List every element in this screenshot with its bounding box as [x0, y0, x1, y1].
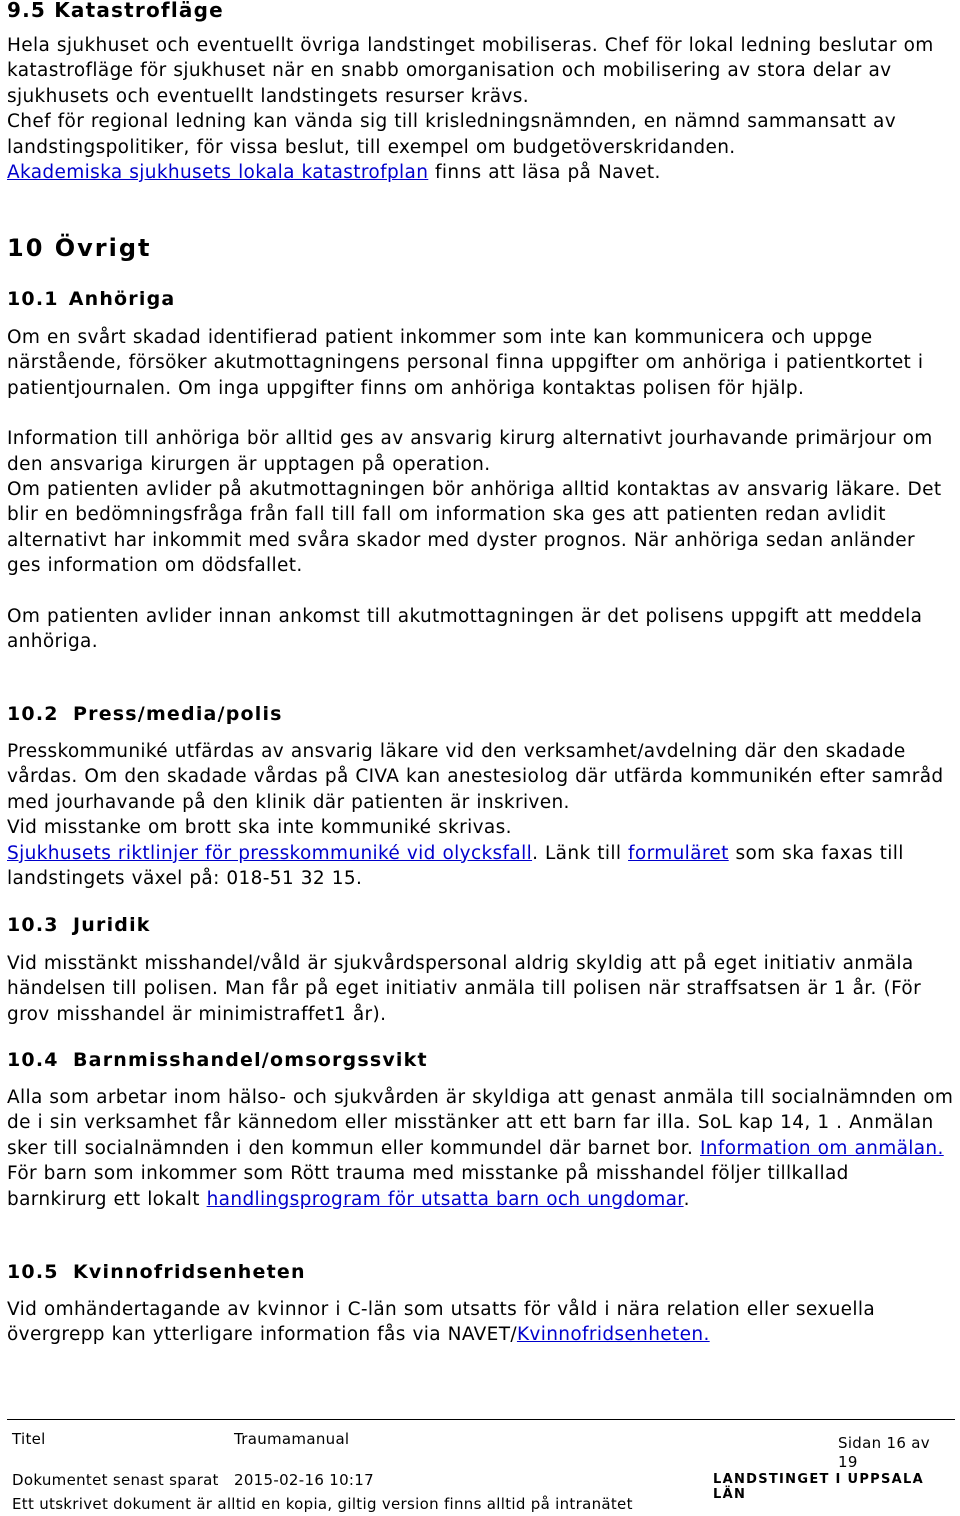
handlingsprogram-link[interactable]: handlingsprogram för utsatta barn och ungdomar [206, 1188, 684, 1210]
anmalan-info-link[interactable]: Information om anmälan. [700, 1137, 944, 1159]
section-10-2 [7, 703, 955, 725]
footer-notice: Ett utskrivet dokument är alltid en kopia, giltig version finns alltid på intranätet [12, 1495, 633, 1513]
section-heading [7, 288, 955, 310]
paragraph: Vid misstänkt misshandel/våld är sjukvårdspersonal aldrig skyldig att på eget initiativ anmäla händelsen till polisen. Man får på eget initiativ anmäla till polisen när straffsatsen är 1 år. (För grov misshandel är minimistraffet1 år). [7, 953, 922, 1025]
section-number: 10.4 [7, 1049, 59, 1071]
chapter-heading: 10 Övrigt [7, 234, 152, 262]
text: som ska faxas till landstingets växel på: 018-51 32 15. [7, 842, 904, 890]
footer-page-label: Sidan 16 av [838, 1434, 930, 1452]
section-number: 10.3 [7, 914, 59, 936]
paragraph [7, 1085, 955, 1161]
paragraph: Vid misstanke om brott ska inte kommuniké skrivas. [7, 817, 512, 839]
section-number: 10.5 [7, 1261, 59, 1283]
formular-link[interactable]: formuläret [628, 842, 729, 864]
section-9-5-body [7, 33, 955, 185]
section-number: 10.1 [7, 288, 59, 310]
paragraph: Chef för regional ledning kan vända sig till krisledningsnämnden, en nämnd sammansatt av landstingspolitiker, för vissa beslut, till exempel om budgetöverskridanden. [7, 111, 897, 158]
footer-saved-value: 2015-02-16 10:17 [234, 1471, 374, 1489]
link-suffix: finns att läsa på Navet. [428, 162, 661, 184]
text: . Länk till [532, 842, 629, 864]
footer-organization: LANDSTINGET I UPPSALA LÄN [713, 1472, 924, 1502]
section-heading [7, 1261, 955, 1283]
paragraph: Om en svårt skadad identifierad patient inkommer som inte kan kommunicera och uppge närstående, försöker akutmottagningens personal finna uppgifter om anhöriga i patientkortet i patientjournalen. Om inga uppgifter finns om anhöriga kontaktas polisen för hjälp. [7, 327, 924, 399]
katastrofplan-link[interactable]: Akademiska sjukhusets lokala katastrofplan [7, 162, 429, 184]
footer-titel-label: Titel [12, 1430, 46, 1448]
section-heading [7, 703, 955, 725]
footer-divider [7, 1419, 955, 1420]
footer-titel-value: Traumamanual [234, 1430, 350, 1448]
paragraph: Hela sjukhuset och eventuellt övriga landstinget mobiliseras. Chef för lokal ledning beslutar om katastrofläge för sjukhuset när en snabb omorganisation och mobilisering av stora delar av sjukhusets och eventuellt landstingets resurser krävs. [7, 35, 934, 107]
paragraph [7, 1297, 955, 1348]
section-10-4 [7, 1049, 955, 1071]
text: . [683, 1188, 690, 1210]
paragraph [7, 160, 955, 185]
section-title: Press/media/polis [73, 703, 283, 725]
paragraph: Information till anhöriga bör alltid ges av ansvarig kirurg alternativt jourhavande primärjour om den ansvariga kirurgen är upptagen på operation. [7, 428, 933, 475]
paragraph: Om patienten avlider på akutmottagningen bör anhöriga alltid kontaktas av ansvarig läkare. Det blir en bedömningsfråga från fall till fall om information ska ges att patienten redan avlidit alternativt har inkommit med svåra skador med dyster prognos. När anhöriga sedan anländer ges information om dödsfallet. [7, 479, 942, 577]
section-heading [7, 914, 955, 936]
text: Alla som arbetar inom hälso- och sjukvården är skyldiga att genast anmäla till socialnämnden om de i sin verksamhet får kännedom eller misstänker att ett barn far illa. SoL kap 14, 1 . Anmälan sker till socialnämnden i den kommun eller kommundel där barnet bor. [7, 1087, 954, 1159]
section-10-3-body [7, 951, 955, 1027]
paragraph: Om patienten avlider innan ankomst till akutmottagningen är det polisens uppgift att meddela anhöriga. [7, 605, 923, 653]
kvinnofrid-link[interactable]: Kvinnofridsenheten. [516, 1324, 710, 1346]
section-heading: 9.5 Katastrofläge [7, 0, 224, 22]
text: Vid omhändertagande av kvinnor i C-län som utsatts för våld i nära relation eller sexuella övergrepp kan ytterligare information fås via NAVET/ [7, 1299, 876, 1346]
section-10-1-body [7, 325, 955, 654]
text: För barn som inkommer som Rött trauma med misstanke på misshandel följer tillkallad barnkirurg ett lokalt [7, 1163, 849, 1210]
paragraph [7, 841, 955, 892]
paragraph: Presskommuniké utfärdas av ansvarig läkare vid den verksamhet/avdelning där den skadade vårdas. Om den skadade vårdas på CIVA kan anestesiolog där utfärda kommunikén efter samråd med jourhavande på den klinik där patienten är inskriven. [7, 741, 944, 813]
section-10-4-body [7, 1085, 955, 1212]
section-title: Kvinnofridsenheten [73, 1261, 306, 1283]
section-10-2-body [7, 739, 955, 891]
section-title: Juridik [73, 914, 151, 936]
section-10-5 [7, 1261, 955, 1283]
section-9-5 [7, 0, 955, 23]
paragraph [7, 1161, 955, 1212]
presskommunike-link[interactable]: Sjukhusets riktlinjer för presskommuniké vid olycksfall [7, 842, 533, 864]
section-number: 10.2 [7, 703, 59, 725]
section-10-5-body [7, 1297, 955, 1348]
footer-page-total: 19 [838, 1453, 858, 1471]
section-title: Barnmisshandel/omsorgssvikt [73, 1049, 428, 1071]
section-10-3 [7, 914, 955, 936]
section-heading [7, 1049, 955, 1071]
footer-saved-label: Dokumentet senast sparat [12, 1471, 219, 1489]
section-10-1 [7, 288, 955, 310]
section-10 [7, 234, 955, 262]
section-title: Anhöriga [68, 288, 176, 310]
page-footer [0, 1419, 960, 1516]
